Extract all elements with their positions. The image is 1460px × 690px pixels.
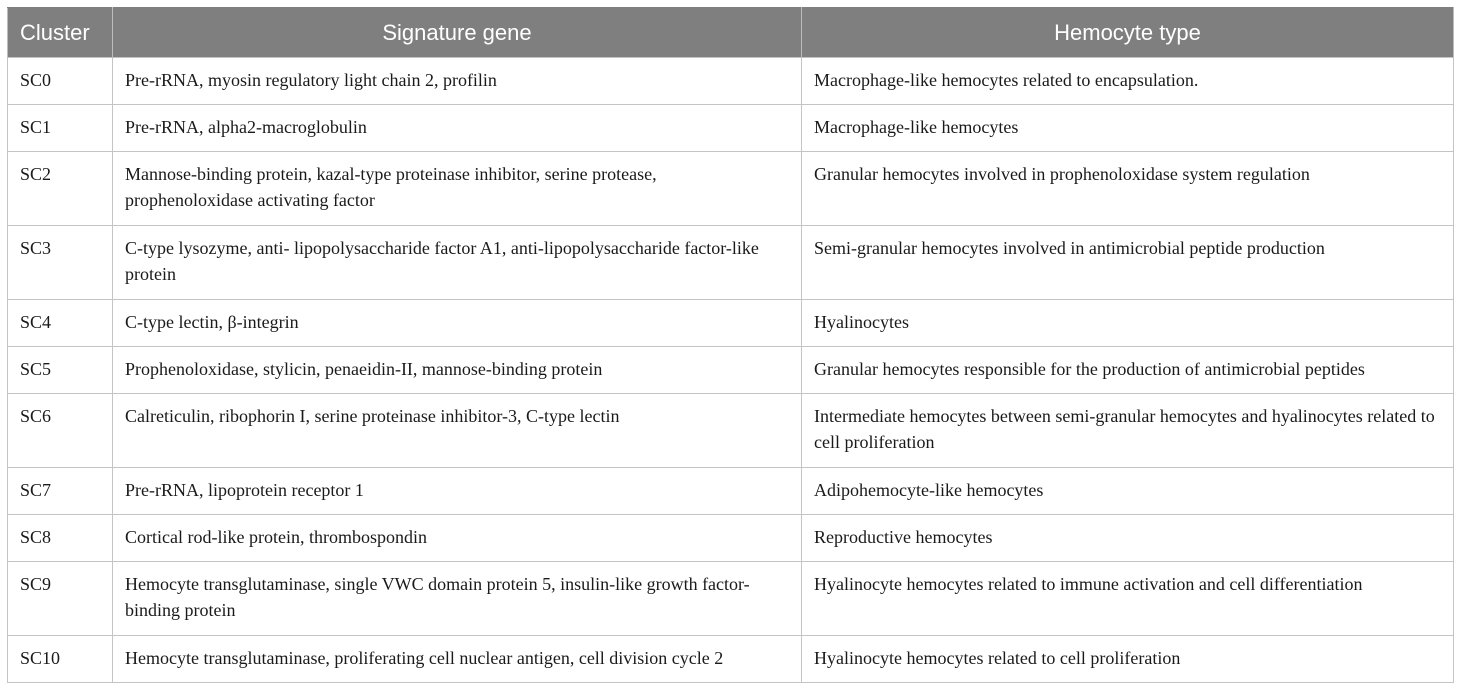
table-row: [8, 468, 1454, 515]
table-row: [8, 562, 1454, 636]
cell-signature-gene: C-type lysozyme, anti- lipopolysaccharide factor A1, anti-lipopolysaccharide factor-like protein: [113, 226, 802, 300]
cell-cluster: SC3: [8, 226, 113, 300]
cell-signature-gene: Prophenoloxidase, stylicin, penaeidin-II, mannose-binding protein: [113, 347, 802, 394]
table-row: [8, 515, 1454, 562]
cell-hemocyte-type: Adipohemocyte-like hemocytes: [802, 468, 1454, 515]
cell-hemocyte-type: Semi-granular hemocytes involved in antimicrobial peptide production: [802, 226, 1454, 300]
table-row: [8, 636, 1454, 683]
cell-signature-gene: Hemocyte transglutaminase, proliferating cell nuclear antigen, cell division cycle 2: [113, 636, 802, 683]
table-row: [8, 105, 1454, 152]
cell-hemocyte-type: Reproductive hemocytes: [802, 515, 1454, 562]
table-row: [8, 300, 1454, 347]
header-cluster: Cluster: [8, 8, 113, 58]
cell-signature-gene: Cortical rod-like protein, thrombospondin: [113, 515, 802, 562]
cell-signature-gene: Mannose-binding protein, kazal-type proteinase inhibitor, serine protease, prophenoloxidase activating factor: [113, 152, 802, 226]
table-row: [8, 347, 1454, 394]
cell-signature-gene: Pre-rRNA, alpha2-macroglobulin: [113, 105, 802, 152]
cell-cluster: SC10: [8, 636, 113, 683]
cell-hemocyte-type: Hyalinocytes: [802, 300, 1454, 347]
cell-cluster: SC4: [8, 300, 113, 347]
cell-hemocyte-type: Macrophage-like hemocytes: [802, 105, 1454, 152]
cell-hemocyte-type: Hyalinocyte hemocytes related to cell proliferation: [802, 636, 1454, 683]
table-row: [8, 394, 1454, 468]
cell-signature-gene: Calreticulin, ribophorin I, serine proteinase inhibitor-3, C-type lectin: [113, 394, 802, 468]
table-body: [8, 58, 1454, 683]
cell-hemocyte-type: Macrophage-like hemocytes related to encapsulation.: [802, 58, 1454, 105]
cell-cluster: SC8: [8, 515, 113, 562]
cell-hemocyte-type: Intermediate hemocytes between semi-granular hemocytes and hyalinocytes related to cell proliferation: [802, 394, 1454, 468]
header-row: [8, 8, 1454, 58]
cell-hemocyte-type: Granular hemocytes responsible for the production of antimicrobial peptides: [802, 347, 1454, 394]
cell-cluster: SC2: [8, 152, 113, 226]
hemocyte-cluster-table: [7, 7, 1454, 683]
cell-cluster: SC1: [8, 105, 113, 152]
table-row: [8, 152, 1454, 226]
table-row: [8, 226, 1454, 300]
cell-signature-gene: Hemocyte transglutaminase, single VWC domain protein 5, insulin-like growth factor-binding protein: [113, 562, 802, 636]
header-hemocyte-type: Hemocyte type: [802, 8, 1454, 58]
cell-signature-gene: C-type lectin, β-integrin: [113, 300, 802, 347]
cell-hemocyte-type: Granular hemocytes involved in prophenoloxidase system regulation: [802, 152, 1454, 226]
cell-hemocyte-type: Hyalinocyte hemocytes related to immune activation and cell differentiation: [802, 562, 1454, 636]
cell-cluster: SC7: [8, 468, 113, 515]
cell-cluster: SC6: [8, 394, 113, 468]
table-row: [8, 58, 1454, 105]
cell-signature-gene: Pre-rRNA, lipoprotein receptor 1: [113, 468, 802, 515]
cell-cluster: SC5: [8, 347, 113, 394]
table-header: [8, 8, 1454, 58]
cell-cluster: SC9: [8, 562, 113, 636]
header-signature-gene: Signature gene: [113, 8, 802, 58]
cell-signature-gene: Pre-rRNA, myosin regulatory light chain 2, profilin: [113, 58, 802, 105]
cell-cluster: SC0: [8, 58, 113, 105]
table-container: [7, 7, 1453, 683]
